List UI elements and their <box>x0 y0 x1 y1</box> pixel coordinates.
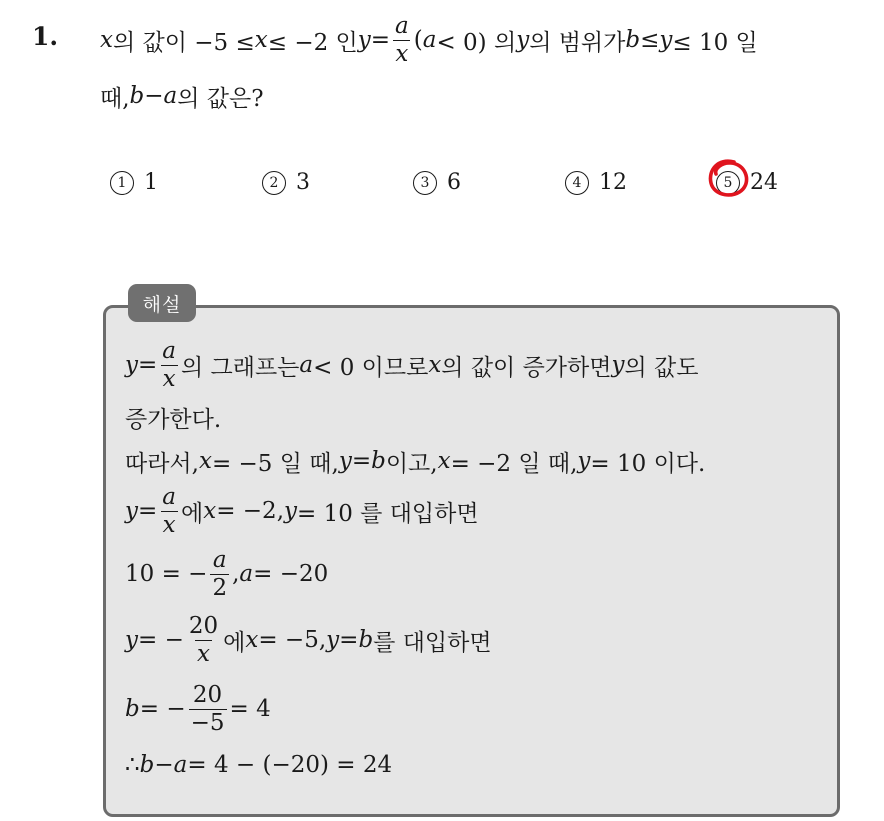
fraction: $\frac{a}{x}$ <box>162 484 176 538</box>
choice-2[interactable]: 2 3 <box>262 170 310 195</box>
solution-line-6: y = − $\frac{20}{x}$ 에 x = −5, y = b 를 대입하면 <box>125 613 492 667</box>
solution-line-4: y = $\frac{a}{x}$ 에 x = −2, y = 10 를 대입하면 <box>125 484 479 538</box>
choice-number-circle: 5 <box>716 171 740 195</box>
fraction: $\frac{a}{x}$ <box>162 338 176 392</box>
question-text-line-2: 때, b − a 의 값은? <box>100 83 264 112</box>
choice-number-circle: 3 <box>413 171 437 195</box>
fraction-a-over-x: $\frac{a}{x}$ <box>395 13 409 67</box>
question-text-line-1: x 의 값이 −5 ≤ x ≤ −2 인 y = $\frac{a}{x}$ ( a < 0) 의 y 의 범위가 b ≤ y ≤ 10 일 <box>100 13 758 67</box>
solution-line-3: 따라서, x = −5 일 때, y = b 이고, x = −2 일 때, y = 10 이다. <box>125 448 706 477</box>
solution-line-7: b = − $\frac{20}{-5}$ = 4 <box>125 682 271 736</box>
fraction: $\frac{20}{x}$ <box>188 613 219 667</box>
question-number: 1. <box>32 22 59 51</box>
choice-4[interactable]: 4 12 <box>565 170 627 195</box>
choice-1[interactable]: 1 1 <box>110 170 158 195</box>
solution-line-2: 증가한다. <box>125 406 222 433</box>
solution-tag: 해설 <box>128 284 196 322</box>
choice-number-circle: 2 <box>262 171 286 195</box>
solution-line-5: 10 = − $\frac{a}{2}$ , a = −20 <box>125 547 329 601</box>
solution-line-1: y = $\frac{a}{x}$ 의 그래프는 a < 0 이므로 x 의 값이 증가하면 y 의 값도 <box>125 338 699 392</box>
fraction: $\frac{a}{2}$ <box>212 547 228 601</box>
fraction: $\frac{20}{-5}$ <box>190 682 225 736</box>
choice-number-circle: 1 <box>110 171 134 195</box>
solution-line-8: ∴ b − a = 4 − (−20) = 24 <box>125 752 393 778</box>
choice-number-circle: 4 <box>565 171 589 195</box>
choice-3[interactable]: 3 6 <box>413 170 461 195</box>
choice-5[interactable]: 5 24 <box>716 170 778 195</box>
